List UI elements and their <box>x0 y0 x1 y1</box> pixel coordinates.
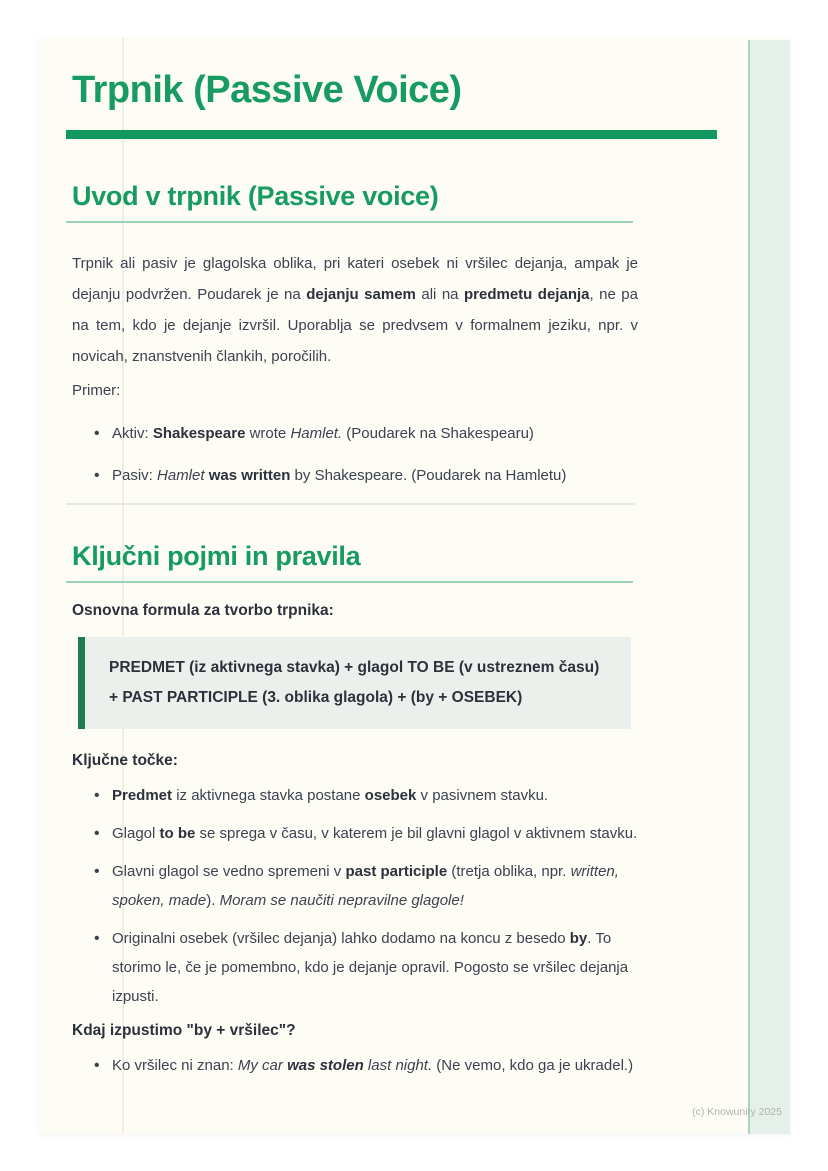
heading-underline-rule <box>66 581 633 583</box>
key-point-item: • Originalni osebek (vršilec dejanja) lahko dodamo na koncu z besedo by. To storimo le, če je pomembno, kdo je dejanje opravil. Pogosto se vršilec dejanja izpusti. <box>72 924 638 1011</box>
section-heading-kljucni-pojmi: Ključni pojmi in pravila <box>72 541 361 571</box>
omit-points-list <box>72 1051 638 1080</box>
key-point-item: • Glagol to be se sprega v času, v katerem je bil glavni glagol v aktivnem stavku. <box>72 819 638 848</box>
primer-label: Primer: <box>72 382 121 399</box>
heading-underline-rule <box>66 221 633 223</box>
key-point-item: • Predmet iz aktivnega stavka postane osebek v pasivnem stavku. <box>72 781 638 810</box>
intro-paragraph: Trpnik ali pasiv je glagolska oblika, pri kateri osebek ni vršilec dejanja, ampak je dejanju podvržen. Poudarek je na dejanju samem ali na predmetu dejanja, ne pa na tem, kdo je dejanje izvršil. Uporablja se predvsem v formalnem jeziku, npr. v novicah, znanstvenih člankih, poročilih. <box>72 255 638 365</box>
document-content <box>72 38 638 1093</box>
key-points-list <box>72 781 638 1011</box>
key-points-label: Ključne točke: <box>72 752 178 769</box>
examples-list <box>72 419 638 490</box>
title-underline-rule <box>66 130 717 139</box>
formula-callout-box: PREDMET (iz aktivnega stavka) + glagol TO BE (v ustreznem času) + PAST PARTICIPLE (3. oblika glagola) + (by + OSEBEK) <box>78 637 631 729</box>
page-sheet <box>38 38 790 1134</box>
page-title: Trpnik (Passive Voice) <box>72 69 462 111</box>
example-item-aktiv: • Aktiv: Shakespeare wrote Hamlet. (Poudarek na Shakespearu) <box>72 419 638 448</box>
green-accent-strip <box>748 40 790 1134</box>
formula-label: Osnovna formula za tvorbo trpnika: <box>72 602 334 619</box>
omit-by-label: Kdaj izpustimo "by + vršilec"? <box>72 1022 296 1039</box>
omit-point-item: • Ko vršilec ni znan: My car was stolen last night. (Ne vemo, kdo ga je ukradel.) <box>72 1051 638 1080</box>
copyright-watermark: (c) Knowunity 2025 <box>692 1106 782 1118</box>
section-divider <box>66 503 635 505</box>
key-point-item: • Glavni glagol se vedno spremeni v past participle (tretja oblika, npr. written, spoken, made). Moram se naučiti nepravilne glagole! <box>72 857 638 915</box>
section-heading-uvod: Uvod v trpnik (Passive voice) <box>72 181 439 211</box>
example-item-pasiv: • Pasiv: Hamlet was written by Shakespeare. (Poudarek na Hamletu) <box>72 461 638 490</box>
